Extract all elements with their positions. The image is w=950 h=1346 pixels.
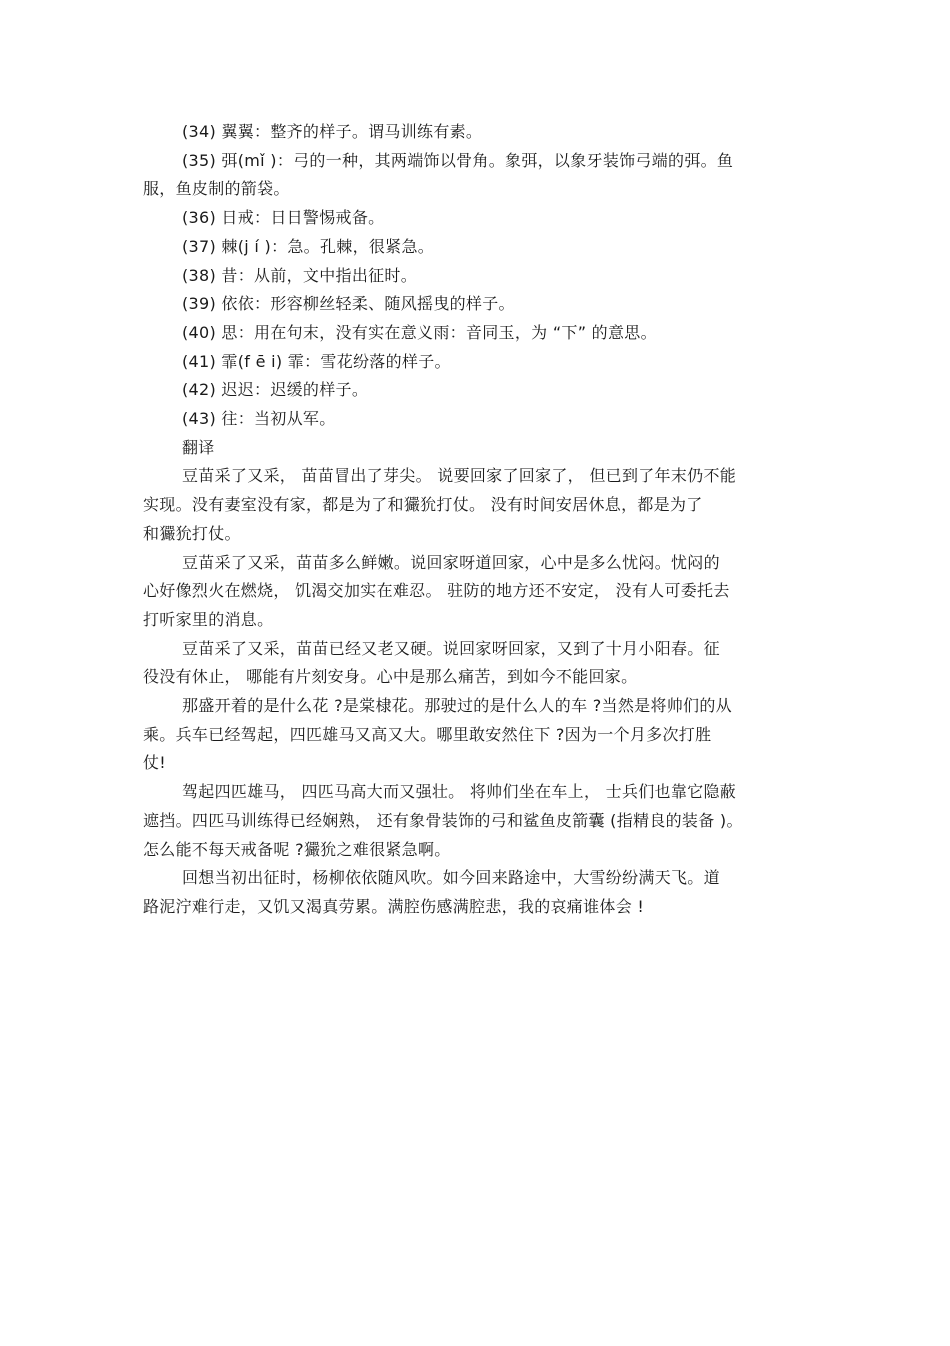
note-line: (41) 霏(f ē i) 霏：雪花纷落的样子。 xyxy=(182,351,451,371)
translation-heading: 翻译 xyxy=(182,437,215,457)
note-41 xyxy=(143,348,811,377)
translation-paragraph-4 xyxy=(143,692,811,778)
note-line: 服，鱼皮制的箭袋。 xyxy=(143,179,290,199)
note-line: (43) 往：当初从军。 xyxy=(182,409,336,429)
translation-paragraph-6 xyxy=(143,864,811,921)
document-body xyxy=(143,118,811,922)
paragraph-line: 豆苗采了又采， 苗苗冒出了芽尖。 说要回家了回家了， 但已到了年末仍不能 xyxy=(182,466,737,486)
note-42 xyxy=(143,376,811,405)
note-40 xyxy=(143,319,811,348)
note-38 xyxy=(143,262,811,291)
translation-paragraph-1 xyxy=(143,462,811,548)
note-34 xyxy=(143,118,811,147)
paragraph-line: 役没有休止， 哪能有片刻安身。心中是那么痛苦，到如今不能回家。 xyxy=(143,667,638,687)
note-39 xyxy=(143,290,811,319)
note-line: (37) 棘(j í )：急。孔棘，很紧急。 xyxy=(182,236,435,256)
note-line: (35) 弭(mǐ )：弓的一种，其两端饰以骨角。象弭，以象牙装饰弓端的弭。鱼 xyxy=(182,150,734,170)
paragraph-line: 仗! xyxy=(143,753,167,773)
paragraph-line: 驾起四匹雄马， 四匹马高大而又强壮。 将帅们坐在车上， 士兵们也靠它隐蔽 xyxy=(182,782,737,802)
note-43 xyxy=(143,405,811,434)
paragraph-line: 心好像烈火在燃烧， 饥渴交加实在难忍。 驻防的地方还不安定， 没有人可委托去 xyxy=(143,581,730,601)
note-line: (40) 思：用在句末，没有实在意义雨：音同玉，为 “下” 的意思。 xyxy=(182,322,657,342)
paragraph-line: 遮挡。四匹马训练得已经娴熟， 还有象骨装饰的弓和鲨鱼皮箭囊 (指精良的装备 )。 xyxy=(143,810,743,830)
paragraph-line: 豆苗采了又采，苗苗已经又老又硬。说回家呀回家，又到了十月小阳春。征 xyxy=(182,638,720,658)
paragraph-line: 那盛开着的是什么花 ?是棠棣花。那驶过的是什么人的车 ?当然是将帅们的从 xyxy=(182,696,732,716)
note-line: (39) 依依：形容柳丝轻柔、随风摇曳的样子。 xyxy=(182,294,515,314)
translation-paragraph-2 xyxy=(143,549,811,635)
paragraph-line: 怎么能不每天戒备呢 ?玁狁之难很紧急啊。 xyxy=(143,839,451,859)
paragraph-line: 路泥泞难行走，又饥又渴真劳累。满腔伤感满腔悲，我的哀痛谁体会 ! xyxy=(143,896,645,916)
note-line: (34) 翼翼：整齐的样子。谓马训练有素。 xyxy=(182,122,483,141)
note-37 xyxy=(143,233,811,262)
paragraph-line: 豆苗采了又采，苗苗多么鲜嫩。说回家呀道回家，心中是多么忧闷。忧闷的 xyxy=(182,552,720,572)
paragraph-line: 打听家里的消息。 xyxy=(143,609,274,629)
note-line: (38) 昔：从前，文中指出征时。 xyxy=(182,265,418,285)
paragraph-line: 实现。没有妻室没有家，都是为了和玁狁打仗。 没有时间安居休息，都是为了 xyxy=(143,495,703,515)
note-line: (36) 日戒：日日警惕戒备。 xyxy=(182,208,385,228)
translation-paragraph-3 xyxy=(143,635,811,692)
note-35 xyxy=(143,147,811,204)
paragraph-line: 回想当初出征时，杨柳依依随风吹。如今回来路途中，大雪纷纷满天飞。道 xyxy=(182,868,720,888)
paragraph-line: 和玁狁打仗。 xyxy=(143,523,241,543)
paragraph-line: 乘。兵车已经驾起，四匹雄马又高又大。哪里敢安然住下 ?因为一个月多次打胜 xyxy=(143,724,712,744)
translation-paragraph-5 xyxy=(143,778,811,864)
note-line: (42) 迟迟：迟缓的样子。 xyxy=(182,380,369,400)
note-36 xyxy=(143,204,811,233)
